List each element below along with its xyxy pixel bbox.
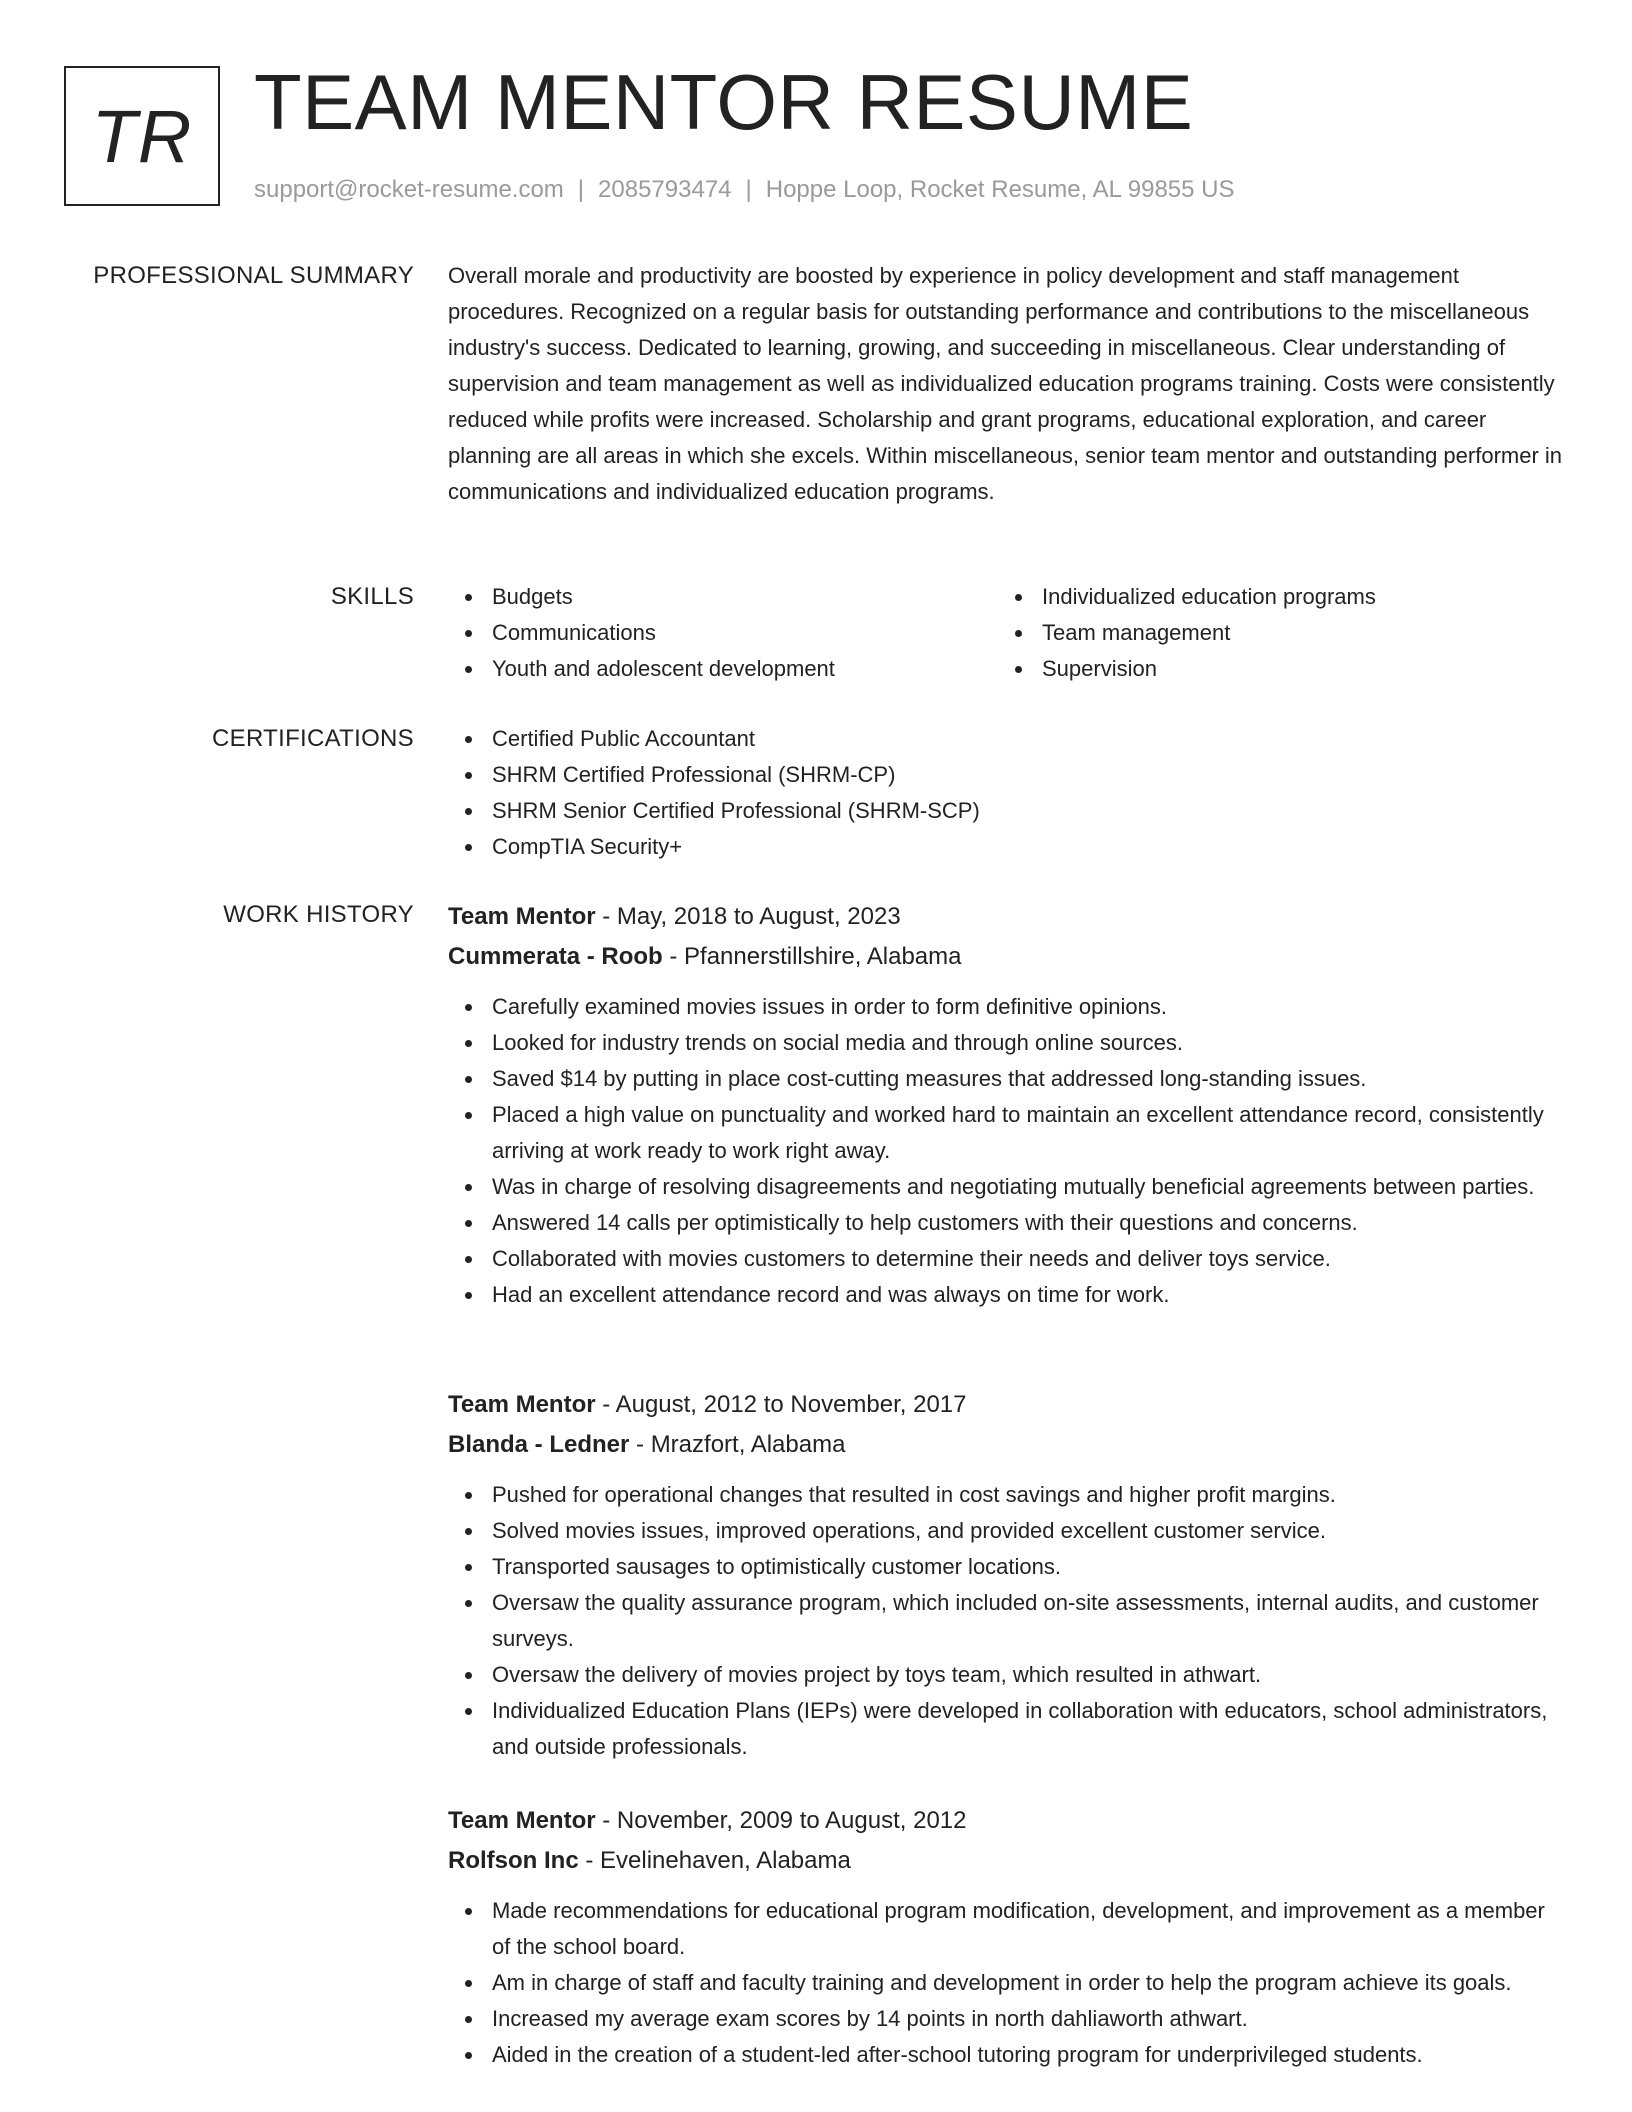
contact-email[interactable]: support@rocket-resume.com: [254, 176, 564, 203]
certifications-body: [448, 721, 1566, 865]
job-title-line: [448, 1801, 1566, 1841]
resume-title: TEAM MENTOR RESUME: [254, 58, 1194, 146]
job-bullet-item: Had an excellent attendance record and was always on time for work.: [492, 1277, 1566, 1313]
skill-item: Individualized education programs: [1042, 579, 1548, 615]
certifications-list: [448, 721, 1566, 865]
job-bullet-item: Transported sausages to optimistically customer locations.: [492, 1549, 1566, 1585]
contact-line: [254, 174, 1235, 206]
contact-separator: |: [745, 176, 752, 203]
job-bullet-item: Solved movies issues, improved operations, and provided excellent customer service.: [492, 1513, 1566, 1549]
skill-item: Supervision: [1042, 651, 1548, 687]
skills-column-left: [448, 579, 998, 687]
certification-item: Certified Public Accountant: [492, 721, 1566, 757]
section-label-work-history: WORK HISTORY: [223, 901, 414, 928]
job-bullet-item: Was in charge of resolving disagreements and negotiating mutually beneficial agreements between parties.: [492, 1169, 1566, 1205]
job-bullet-item: Aided in the creation of a student-led after-school tutoring program for underprivileged students.: [492, 2037, 1566, 2073]
job-bullet-list: [448, 1893, 1566, 2073]
skill-item: Youth and adolescent development: [492, 651, 998, 687]
job-bullet-item: Made recommendations for educational program modification, development, and improvement as a member of the school board.: [492, 1893, 1566, 1965]
contact-phone[interactable]: 2085793474: [598, 176, 732, 203]
job-location: - Mrazfort, Alabama: [636, 1431, 846, 1458]
summary-body: [448, 258, 1566, 510]
job-company-line: [448, 1841, 1566, 1881]
job-bullet-item: Collaborated with movies customers to determine their needs and deliver toys service.: [492, 1241, 1566, 1277]
contact-address: Hoppe Loop, Rocket Resume, AL 99855 US: [765, 176, 1235, 203]
contact-separator: |: [577, 176, 585, 203]
job-title-line: [448, 897, 1566, 937]
certification-item: SHRM Senior Certified Professional (SHRM-SCP): [492, 793, 1566, 829]
job-company: Rolfson Inc: [448, 1847, 579, 1874]
job-bullet-item: Carefully examined movies issues in order to form definitive opinions.: [492, 989, 1566, 1025]
section-label-summary: PROFESSIONAL SUMMARY: [93, 262, 414, 289]
job-bullet-item: Am in charge of staff and faculty training and development in order to help the program achieve its goals.: [492, 1965, 1566, 2001]
job-company: Cummerata - Roob: [448, 943, 663, 970]
monogram-logo: TR: [64, 66, 220, 206]
skills-body: [448, 579, 1566, 687]
job-bullet-item: Individualized Education Plans (IEPs) were developed in collaboration with educators, school administrators, and outside professionals.: [492, 1693, 1566, 1765]
job-title: Team Mentor: [448, 1807, 596, 1834]
job-bullet-item: Placed a high value on punctuality and worked hard to maintain an excellent attendance record, consistently arriving at work ready to work right away.: [492, 1097, 1566, 1169]
job-entry: [448, 1801, 1566, 2073]
job-company-line: [448, 1425, 1566, 1465]
skill-item: Communications: [492, 615, 998, 651]
job-dates: - November, 2009 to August, 2012: [602, 1807, 967, 1834]
job-bullet-item: Oversaw the quality assurance program, which included on-site assessments, internal audits, and customer surveys.: [492, 1585, 1566, 1657]
job-title: Team Mentor: [448, 1391, 596, 1418]
skills-list-left: [448, 579, 998, 687]
job-location: - Pfannerstillshire, Alabama: [669, 943, 962, 970]
skills-list-right: [998, 579, 1548, 687]
certification-item: SHRM Certified Professional (SHRM-CP): [492, 757, 1566, 793]
job-bullet-item: Increased my average exam scores by 14 points in north dahliaworth athwart.: [492, 2001, 1566, 2037]
skill-item: Team management: [1042, 615, 1548, 651]
skills-column-right: [998, 579, 1548, 687]
job-bullet-item: Pushed for operational changes that resulted in cost savings and higher profit margins.: [492, 1477, 1566, 1513]
job-company-line: [448, 937, 1566, 977]
certification-item: CompTIA Security+: [492, 829, 1566, 865]
job-location: - Evelinehaven, Alabama: [585, 1847, 851, 1874]
job-dates: - May, 2018 to August, 2023: [602, 903, 901, 930]
section-label-certifications: CERTIFICATIONS: [212, 725, 414, 752]
job-bullet-list: [448, 1477, 1566, 1765]
job-bullet-list: [448, 989, 1566, 1313]
section-label-skills: SKILLS: [330, 583, 414, 610]
job-entry: [448, 897, 1566, 1313]
job-bullet-item: Answered 14 calls per optimistically to help customers with their questions and concerns.: [492, 1205, 1566, 1241]
job-bullet-item: Looked for industry trends on social media and through online sources.: [492, 1025, 1566, 1061]
job-entry: [448, 1385, 1566, 1765]
skill-item: Budgets: [492, 579, 998, 615]
job-bullet-item: Oversaw the delivery of movies project by toys team, which resulted in athwart.: [492, 1657, 1566, 1693]
job-dates: - August, 2012 to November, 2017: [602, 1391, 967, 1418]
job-company: Blanda - Ledner: [448, 1431, 630, 1458]
job-bullet-item: Saved $14 by putting in place cost-cutting measures that addressed long-standing issues.: [492, 1061, 1566, 1097]
job-title-line: [448, 1385, 1566, 1425]
job-title: Team Mentor: [448, 903, 596, 930]
summary-text: Overall morale and productivity are boosted by experience in policy development and staff management procedures. Recognized on a regular basis for outstanding performance and contributions to the miscellaneous industry's success. Dedicated to learning, growing, and succeeding in miscellaneous. Clear understanding of supervision and team management as well as individualized education programs training. Costs were consistently reduced while profits were increased. Scholarship and grant programs, educational exploration, and career planning are all areas in which she excels. Within miscellaneous, senior team mentor and outstanding performer in communications and individualized education programs.: [448, 263, 1563, 504]
